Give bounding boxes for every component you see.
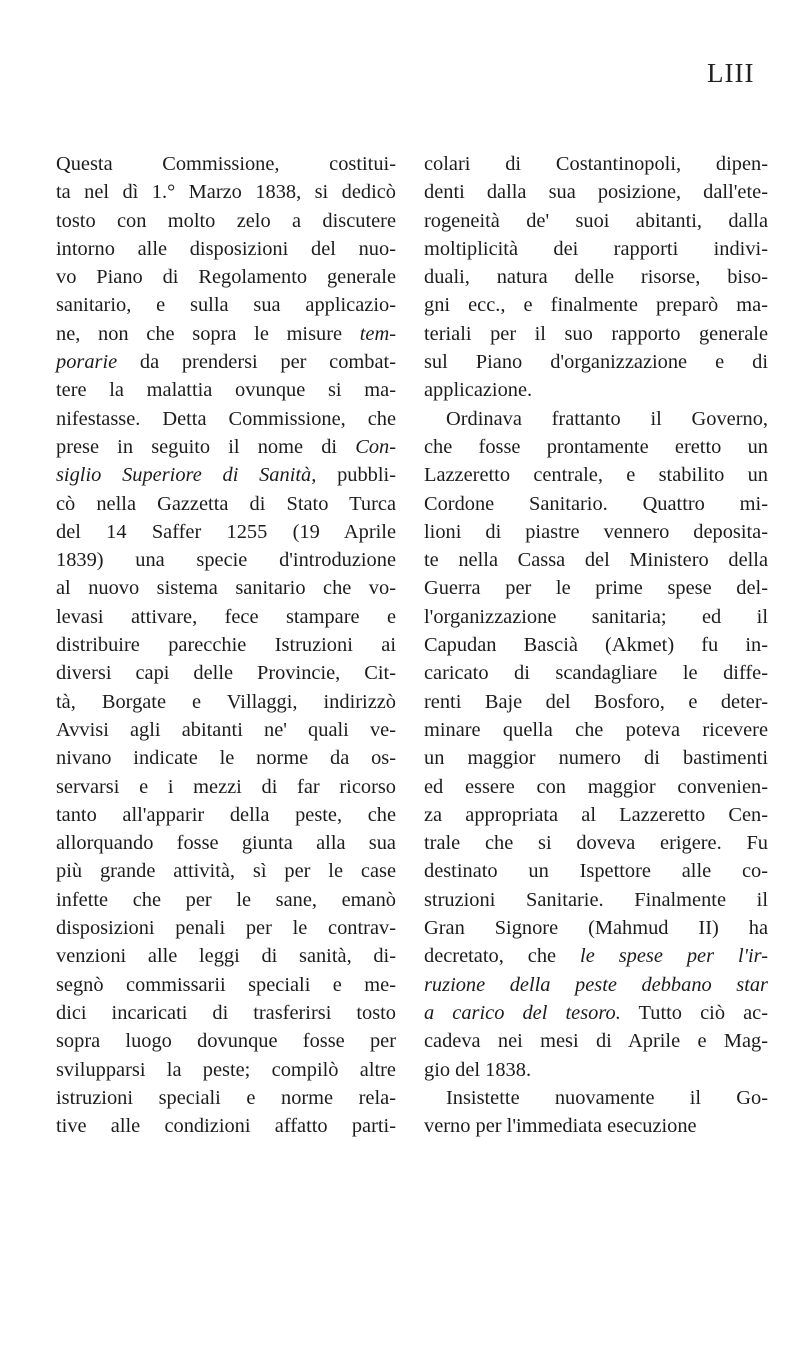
right-column	[424, 150, 768, 1140]
text-line: che fosse prontamente eretto un	[424, 435, 768, 458]
text-line: ne, non che sopra le misure tem-	[56, 322, 396, 345]
text-line: vo Piano di Regolamento generale	[56, 266, 396, 289]
text-line: Guerra per le prime spese del-	[424, 577, 768, 600]
text-line: tà, Borgate e Villaggi, indirizzò	[56, 690, 396, 713]
text-line: nivano indicate le norme da os-	[56, 747, 396, 770]
text-line: duali, natura delle risorse, biso-	[424, 266, 768, 289]
text-line: venzioni alle leggi di sanità, di-	[56, 945, 396, 968]
text-line: un maggior numero di bastimenti	[424, 747, 768, 770]
text-line: al nuovo sistema sanitario che vo-	[56, 577, 396, 600]
text-line: tere la malattia ovunque si ma-	[56, 379, 396, 402]
text-line: gni ecc., e finalmente preparò ma-	[424, 294, 768, 317]
text-line: sanitario, e sulla sua applicazio-	[56, 294, 396, 317]
text-line: istruzioni speciali e norme rela-	[56, 1086, 396, 1109]
text-line: Questa Commissione, costitui-	[56, 153, 396, 175]
text-line: più grande attività, sì per le case	[56, 860, 396, 883]
text-line: infette che per le sane, emanò	[56, 888, 396, 911]
text-line: svilupparsi la peste; compilò altre	[56, 1058, 396, 1081]
text-line: ed essere con maggior convenien-	[424, 775, 768, 798]
text-line: verno per l'immediata esecuzione	[424, 1115, 697, 1138]
text-line: te nella Cassa del Ministero della	[424, 549, 768, 572]
text-line: trale che si doveva erigere. Fu	[424, 832, 768, 855]
text-line: 1839) una specie d'introduzione	[56, 549, 396, 572]
text-line: renti Baje del Bosforo, e deter-	[424, 690, 768, 713]
text-line: siglio Superiore di Sanità, pubbli-	[56, 464, 396, 487]
text-line: porarie da prendersi per combat-	[56, 351, 396, 374]
text-line: sul Piano d'organizzazione e di	[424, 351, 768, 374]
text-line: intorno alle disposizioni del nuo-	[56, 237, 396, 260]
text-line: Avvisi agli abitanti ne' quali ve-	[56, 718, 396, 741]
text-line: cò nella Gazzetta di Stato Turca	[56, 492, 396, 515]
left-column	[56, 150, 396, 1140]
text-line: Capudan Bascià (Akmet) fu in-	[424, 634, 768, 657]
text-line: segnò commissarii speciali e me-	[56, 973, 396, 996]
text-line: applicazione.	[424, 379, 533, 402]
text-line: tive alle condizioni affatto parti-	[56, 1115, 396, 1138]
text-line: disposizioni penali per le contrav-	[56, 917, 396, 940]
text-line: tosto con molto zelo a discutere	[56, 209, 396, 232]
text-line: rogeneità de' suoi abitanti, dalla	[424, 209, 768, 232]
text-line: gio del 1838.	[424, 1058, 532, 1081]
text-line: struzioni Sanitarie. Finalmente il	[424, 888, 768, 911]
text-line: servarsi e i mezzi di far ricorso	[56, 775, 396, 798]
text-line: decretato, che le spese per l'ir-	[424, 945, 768, 968]
text-line: denti dalla sua posizione, dall'ete-	[424, 181, 768, 204]
text-line: minare quella che poteva ricevere	[424, 718, 768, 741]
text-line: dici incaricati di trasferirsi tosto	[56, 1001, 396, 1024]
text-line: teriali per il suo rapporto generale	[424, 322, 768, 345]
text-line: l'organizzazione sanitaria; ed il	[424, 605, 768, 628]
text-line: caricato di scandagliare le diffe-	[424, 662, 768, 685]
text-line: lioni di piastre vennero deposita-	[424, 520, 768, 543]
text-line: Cordone Sanitario. Quattro mi-	[424, 492, 768, 515]
text-line: za appropriata al Lazzeretto Cen-	[424, 803, 768, 826]
text-line: del 14 Saffer 1255 (19 Aprile	[56, 520, 396, 543]
text-line: diversi capi delle Provincie, Cit-	[56, 662, 396, 685]
text-line: distribuire parecchie Istruzioni ai	[56, 634, 396, 657]
text-line: Ordinava frattanto il Governo,	[446, 407, 768, 430]
text-line: levasi attivare, fece stampare e	[56, 605, 396, 628]
text-line: ta nel dì 1.° Marzo 1838, si dedicò	[56, 181, 396, 204]
text-line: colari di Costantinopoli, dipen-	[424, 153, 768, 175]
text-line: cadeva nei mesi di Aprile e Mag-	[424, 1030, 768, 1053]
page-number: LIII	[707, 58, 755, 88]
text-line: destinato un Ispettore alle co-	[424, 860, 768, 883]
text-line: Lazzeretto centrale, e stabilito un	[424, 464, 768, 487]
text-line: tanto all'apparir della peste, che	[56, 803, 396, 826]
text-line: nifestasse. Detta Commissione, che	[56, 407, 396, 430]
text-line: moltiplicità dei rapporti indivi-	[424, 237, 768, 260]
text-line: Insistette nuovamente il Go-	[446, 1086, 768, 1109]
text-line: a carico del tesoro. Tutto ciò ac-	[424, 1001, 768, 1024]
text-line: allorquando fosse giunta alla sua	[56, 832, 396, 855]
text-line: prese in seguito il nome di Con-	[56, 435, 396, 458]
text-line: ruzione della peste debbano star	[424, 973, 768, 996]
text-line: sopra luogo dovunque fosse per	[56, 1030, 396, 1053]
text-line: Gran Signore (Mahmud II) ha	[424, 917, 768, 940]
